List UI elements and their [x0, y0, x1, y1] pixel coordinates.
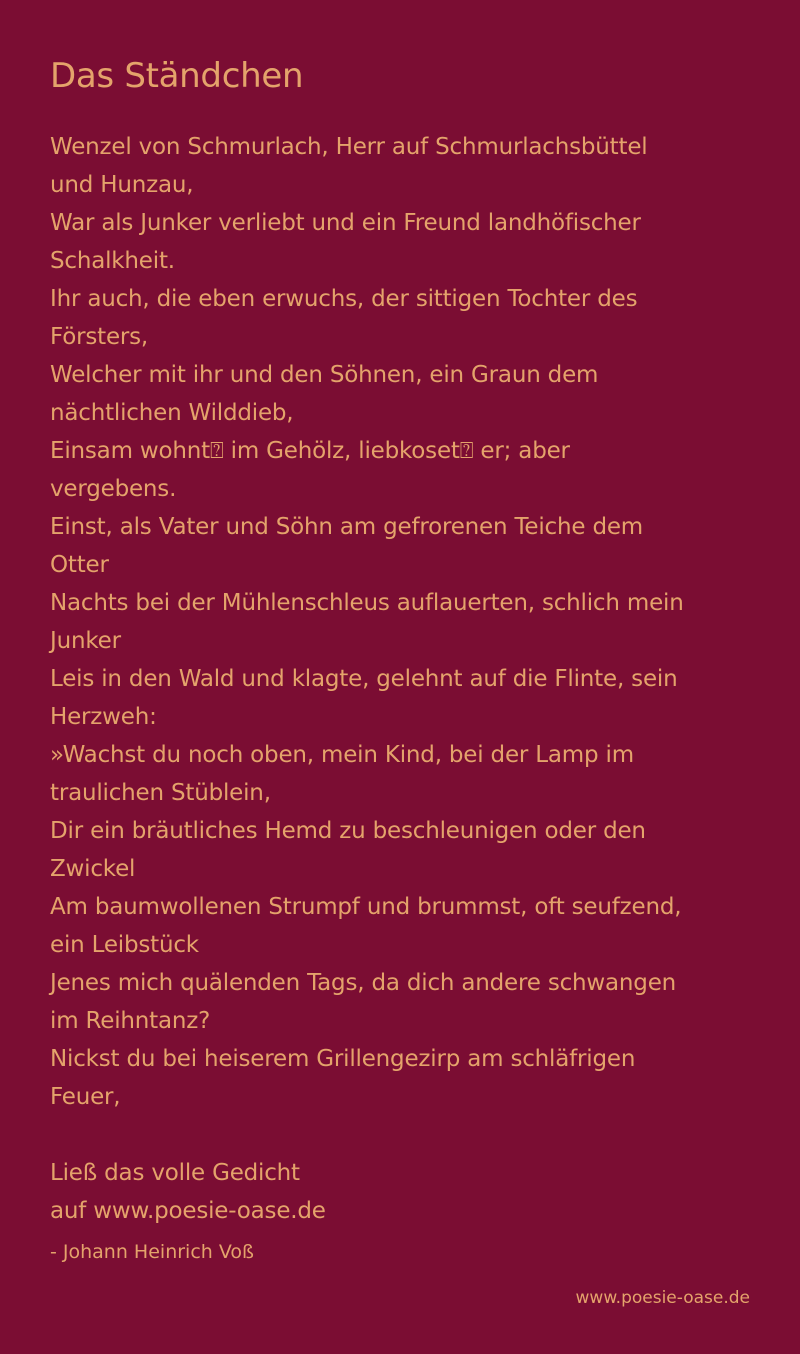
- poem-line: Wenzel von Schmurlach, Herr auf Schmurlachsbüttel: [50, 134, 648, 160]
- poem-line: »Wachst du noch oben, mein Kind, bei der Lamp im: [50, 742, 634, 768]
- poem-line: Herzweh:: [50, 704, 157, 730]
- read-more-notice: [50, 1154, 750, 1230]
- poem-line: War als Junker verliebt und ein Freund landhöfischer: [50, 210, 641, 236]
- poem-author: - Johann Heinrich Voß: [50, 1241, 254, 1263]
- poem-line: Welcher mit ihr und den Söhnen, ein Graun dem: [50, 362, 599, 388]
- poem-card: [50, 52, 750, 1266]
- poem-line: vergebens.: [50, 476, 177, 502]
- poem-line: und Hunzau,: [50, 172, 194, 198]
- poem-line: nächtlichen Wilddieb,: [50, 400, 294, 426]
- poem-line: Zwickel: [50, 856, 136, 882]
- poem-line: Feuer,: [50, 1084, 121, 1110]
- footer-site-link[interactable]: www.poesie-oase.de: [575, 1288, 750, 1308]
- poem-line: Einsam wohnt⍰ im Gehölz, liebkoset⍰ er; aber: [50, 438, 570, 464]
- poem-line: im Reihntanz?: [50, 1008, 211, 1034]
- read-more-link[interactable]: auf www.poesie-oase.de: [50, 1198, 326, 1224]
- poem-line: Am baumwollenen Strumpf und brummst, oft seufzend,: [50, 894, 682, 920]
- poem-line: Nickst du bei heiserem Grillengezirp am schläfrigen: [50, 1046, 636, 1072]
- poem-title: Das Ständchen: [50, 56, 304, 96]
- poem-line: Ihr auch, die eben erwuchs, der sittigen Tochter des: [50, 286, 638, 312]
- poem-line: Leis in den Wald und klagte, gelehnt auf die Flinte, sein: [50, 666, 678, 692]
- poem-line: Försters,: [50, 324, 149, 350]
- poem-line: Schalkheit.: [50, 248, 175, 274]
- poem-line: Jenes mich quälenden Tags, da dich andere schwangen: [50, 970, 677, 996]
- poem-line: Nachts bei der Mühlenschleus auflauerten, schlich mein: [50, 590, 684, 616]
- poem-body: [50, 128, 750, 1116]
- poem-line: Einst, als Vater und Söhn am gefrorenen Teiche dem: [50, 514, 643, 540]
- poem-line: traulichen Stüblein,: [50, 780, 271, 806]
- poem-line: Junker: [50, 628, 121, 654]
- read-more-text: Ließ das volle Gedicht: [50, 1160, 300, 1186]
- poem-line: Otter: [50, 552, 109, 578]
- poem-line: ein Leibstück: [50, 932, 199, 958]
- poem-line: Dir ein bräutliches Hemd zu beschleunigen oder den: [50, 818, 646, 844]
